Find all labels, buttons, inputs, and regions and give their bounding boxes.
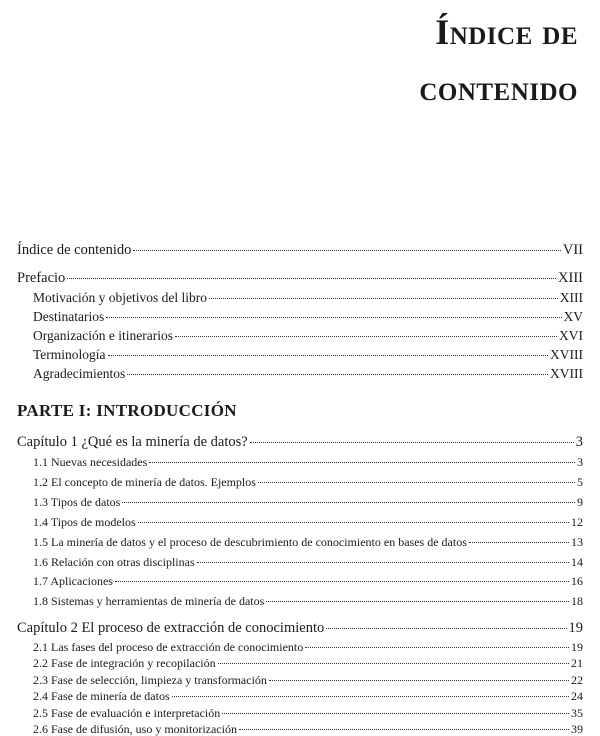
- leader-dots: [218, 662, 569, 664]
- leader-dots: [469, 541, 569, 543]
- section-label: 2.2 Fase de integración y recopilación: [33, 656, 216, 671]
- section-entry: [33, 536, 583, 548]
- leader-dots: [266, 600, 569, 602]
- leader-dots: [127, 373, 548, 375]
- section-label: 2.1 Las fases del proceso de extracción de conocimiento: [33, 640, 304, 654]
- section-label: 2.3 Fase de selección, limpieza y transformación: [33, 672, 267, 687]
- leader-dots: [258, 481, 575, 483]
- section-label: 1.1 Nuevas necesidades: [33, 455, 148, 469]
- toc-entry-label: Índice de contenido: [17, 242, 132, 258]
- leader-dots: [133, 249, 561, 251]
- leader-dots: [197, 561, 569, 563]
- toc-entry-label: Destinatarios: [33, 309, 105, 324]
- leader-dots: [122, 501, 575, 503]
- section-page: 22: [571, 672, 583, 687]
- page-title-line2: contenido: [419, 68, 578, 108]
- section-entry: [33, 707, 583, 719]
- chapter-entry: [17, 621, 583, 636]
- section-label: 1.7 Aplicaciones: [33, 574, 113, 588]
- chapter-page: 19: [568, 620, 583, 636]
- section-page: 19: [571, 640, 583, 654]
- chapter-label: Capítulo 1 ¿Qué es la minería de datos?: [17, 434, 248, 450]
- section-page: 13: [571, 535, 583, 549]
- toc-entry-page: XVIII: [550, 347, 583, 362]
- toc-entry-page: XV: [563, 309, 583, 324]
- section-page: 12: [571, 515, 583, 529]
- toc-subentry: [33, 310, 583, 324]
- section-label: 1.4 Tipos de modelos: [33, 515, 136, 529]
- chapter-label: Capítulo 2 El proceso de extracción de conocimiento: [17, 620, 325, 636]
- toc-entry-label: Terminología: [33, 347, 106, 362]
- toc-subentry: [33, 291, 583, 305]
- section-page: 21: [571, 656, 583, 671]
- leader-dots: [108, 354, 548, 356]
- section-page: 14: [571, 555, 583, 569]
- part-heading: PARTE I: INTRODUCCIÓN: [17, 401, 237, 420]
- toc-entry-label: Prefacio: [17, 270, 66, 286]
- section-page: 18: [571, 594, 583, 608]
- leader-dots: [209, 297, 558, 299]
- section-label: 1.6 Relación con otras disciplinas: [33, 555, 195, 569]
- section-entry: [33, 657, 583, 669]
- section-entry: [33, 496, 583, 508]
- section-entry: [33, 674, 583, 686]
- toc-entry-page: VII: [562, 242, 583, 258]
- section-page: 5: [577, 475, 583, 489]
- section-entry: [33, 476, 583, 488]
- leader-dots: [250, 441, 574, 443]
- section-label: 1.8 Sistemas y herramientas de minería de datos: [33, 594, 265, 608]
- section-entry: [33, 516, 583, 528]
- leader-dots: [149, 461, 575, 463]
- toc-subentry: [33, 329, 583, 343]
- section-label: 1.5 La minería de datos y el proceso de descubrimiento de conocimiento en bases de datos: [33, 535, 467, 549]
- section-entry: [33, 595, 583, 607]
- section-label: 2.4 Fase de minería de datos: [33, 689, 170, 704]
- toc-entry-page: XVIII: [550, 366, 583, 381]
- leader-dots: [175, 335, 557, 337]
- leader-dots: [67, 277, 556, 279]
- toc-entry-page: XVI: [559, 328, 583, 343]
- toc-entry-page: XIII: [559, 290, 583, 305]
- toc-entry: [17, 271, 583, 286]
- toc-entry-label: Motivación y objetivos del libro: [33, 290, 207, 305]
- page-title-line1: Índice de: [435, 12, 578, 52]
- section-label: 2.5 Fase de evaluación e interpretación: [33, 705, 221, 720]
- toc-entry-label: Agradecimientos: [33, 366, 126, 381]
- section-entry: [33, 575, 583, 587]
- section-page: 24: [571, 689, 583, 704]
- section-page: 35: [571, 705, 583, 720]
- leader-dots: [326, 627, 566, 629]
- leader-dots: [115, 580, 569, 582]
- section-label: 1.3 Tipos de datos: [33, 495, 121, 509]
- leader-dots: [106, 316, 561, 318]
- section-entry: [33, 456, 583, 468]
- toc-entry: [17, 243, 583, 258]
- section-page: 9: [577, 495, 583, 509]
- section-entry: [33, 556, 583, 568]
- leader-dots: [305, 646, 569, 648]
- section-entry: [33, 641, 583, 653]
- toc-entry-page: XIII: [558, 270, 583, 286]
- section-entry: [33, 690, 583, 702]
- section-page: 3: [577, 455, 583, 469]
- section-label: 2.6 Fase de difusión, uso y monitorización: [33, 722, 237, 736]
- leader-dots: [138, 521, 569, 523]
- section-page: 39: [571, 722, 583, 736]
- leader-dots: [222, 712, 569, 714]
- chapter-entry: [17, 435, 583, 450]
- section-label: 1.2 El concepto de minería de datos. Ejemplos: [33, 475, 256, 489]
- toc-subentry: [33, 348, 583, 362]
- toc-subentry: [33, 367, 583, 381]
- chapter-page: 3: [575, 434, 583, 450]
- leader-dots: [172, 695, 569, 697]
- toc-entry-label: Organización e itinerarios: [33, 328, 173, 343]
- leader-dots: [269, 679, 569, 681]
- section-entry: [33, 723, 583, 735]
- section-page: 16: [571, 574, 583, 588]
